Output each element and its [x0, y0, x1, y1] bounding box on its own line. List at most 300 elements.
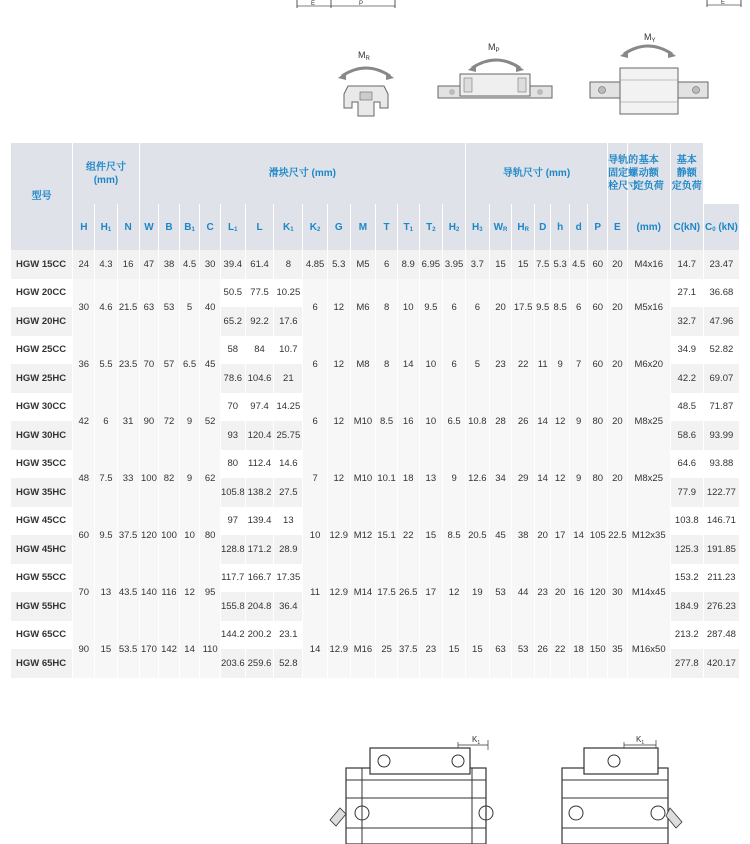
table-cell: 110: [200, 621, 221, 678]
table-cell: 20: [608, 279, 628, 336]
table-cell: 48: [73, 450, 95, 507]
table-cell: M8: [350, 336, 376, 393]
table-cell: 25: [376, 621, 398, 678]
table-cell: 97: [220, 507, 245, 536]
table-cell: 53.5: [117, 621, 139, 678]
table-cell: 9.5: [95, 507, 117, 564]
table-cell: 93.99: [703, 421, 739, 450]
table-cell: 8.5: [551, 279, 570, 336]
top-right-dimension-fragment: [705, 0, 745, 10]
table-cell: 20: [608, 250, 628, 279]
table-cell: M5: [350, 250, 376, 279]
table-cell: 12.9: [327, 564, 350, 621]
column-header: $H_3$: [466, 204, 490, 250]
table-cell: 3.95: [443, 250, 466, 279]
table-cell: 60: [588, 279, 608, 336]
table-cell: M8x25: [627, 450, 670, 507]
column-header: (mm): [627, 204, 670, 250]
column-header: G: [327, 204, 350, 250]
table-cell: HGW 65HC: [11, 649, 73, 678]
table-cell: 70: [220, 393, 245, 422]
column-header: $T_2$: [419, 204, 443, 250]
table-cell: 18: [569, 621, 588, 678]
table-row: [11, 336, 740, 365]
table-cell: 116: [159, 564, 180, 621]
table-cell: 10.25: [274, 279, 303, 308]
table-cell: 117.7: [220, 564, 245, 593]
table-cell: 32.7: [670, 307, 703, 336]
table-cell: 15: [419, 507, 443, 564]
table-cell: 28: [489, 393, 512, 450]
table-cell: 16: [569, 564, 588, 621]
table-cell: 120.4: [245, 421, 274, 450]
table-cell: 12.6: [466, 450, 490, 507]
table-cell: 23.1: [274, 621, 303, 650]
table-cell: 15: [512, 250, 535, 279]
table-cell: HGW 55HC: [11, 592, 73, 621]
table-cell: HGW 15CC: [11, 250, 73, 279]
table-cell: 23.5: [117, 336, 139, 393]
table-cell: M6x20: [627, 336, 670, 393]
table-cell: 95: [200, 564, 221, 621]
column-header: $H_R$: [512, 204, 535, 250]
table-cell: M8x25: [627, 393, 670, 450]
table-cell: 14: [397, 336, 419, 393]
table-cell: 23: [534, 564, 550, 621]
table-cell: M16x50: [627, 621, 670, 678]
table-cell: 155.8: [220, 592, 245, 621]
table-cell: 90: [73, 621, 95, 678]
table-cell: 16: [117, 250, 139, 279]
table-cell: 38: [512, 507, 535, 564]
table-cell: 276.23: [703, 592, 739, 621]
table-cell: 100: [159, 507, 180, 564]
table-cell: 12: [443, 564, 466, 621]
table-cell: 37.5: [117, 507, 139, 564]
assembly-dimension-header: 组件尺寸 (mm): [73, 143, 139, 204]
table-cell: 4.6: [95, 279, 117, 336]
table-cell: M5x16: [627, 279, 670, 336]
table-cell: 6.95: [419, 250, 443, 279]
table-cell: 4.5: [179, 250, 200, 279]
table-cell: 6: [466, 279, 490, 336]
table-cell: 57: [159, 336, 180, 393]
table-cell: 25.75: [274, 421, 303, 450]
table-cell: 12: [327, 450, 350, 507]
table-cell: HGW 45HC: [11, 535, 73, 564]
table-cell: 17.5: [376, 564, 398, 621]
table-cell: 213.2: [670, 621, 703, 650]
table-cell: 93.88: [703, 450, 739, 479]
table-cell: 14.7: [670, 250, 703, 279]
table-cell: M6: [350, 279, 376, 336]
table-cell: 9.5: [419, 279, 443, 336]
column-header: L: [245, 204, 274, 250]
table-cell: 287.48: [703, 621, 739, 650]
table-cell: 4.5: [569, 250, 588, 279]
model-header: 型号: [11, 143, 73, 250]
table-cell: 103.8: [670, 507, 703, 536]
table-cell: 23: [419, 621, 443, 678]
table-cell: 26: [534, 621, 550, 678]
table-cell: 10: [419, 393, 443, 450]
table-cell: 77.5: [245, 279, 274, 308]
table-cell: 204.8: [245, 592, 274, 621]
table-cell: 63: [139, 279, 159, 336]
table-cell: 45: [489, 507, 512, 564]
table-cell: 42.2: [670, 364, 703, 393]
table-cell: 8.9: [397, 250, 419, 279]
column-header: W: [139, 204, 159, 250]
table-cell: HGW 35HC: [11, 478, 73, 507]
table-cell: 70: [73, 564, 95, 621]
moment-roll-label: $M_R$: [358, 50, 370, 62]
table-cell: HGW 30HC: [11, 421, 73, 450]
e-dimension-label: E: [311, 1, 316, 7]
dynamic-load-header: 基本 动额 定负荷: [627, 143, 670, 204]
table-cell: 24: [73, 250, 95, 279]
table-cell: 39.4: [220, 250, 245, 279]
table-cell: 171.2: [245, 535, 274, 564]
table-cell: 53: [512, 621, 535, 678]
column-header: H: [73, 204, 95, 250]
table-cell: 8: [376, 279, 398, 336]
table-cell: 20: [608, 336, 628, 393]
table-cell: 138.2: [245, 478, 274, 507]
table-cell: 23: [489, 336, 512, 393]
block-side-drawing: [540, 728, 710, 844]
table-cell: 33: [117, 450, 139, 507]
table-cell: HGW 65CC: [11, 621, 73, 650]
table-cell: 7: [569, 336, 588, 393]
table-cell: 60: [588, 250, 608, 279]
table-cell: 144.2: [220, 621, 245, 650]
table-cell: 6: [303, 336, 328, 393]
table-row: [11, 450, 740, 479]
table-cell: 80: [588, 450, 608, 507]
table-cell: 122.77: [703, 478, 739, 507]
column-header: $K_1$: [274, 204, 303, 250]
column-header: $K_2$: [303, 204, 328, 250]
table-cell: 14: [179, 621, 200, 678]
table-cell: 36.68: [703, 279, 739, 308]
header-row-groups: [11, 143, 740, 204]
moment-yaw-label: $M_Y$: [644, 32, 656, 44]
table-cell: 12: [179, 564, 200, 621]
static-load-header: 基本 静额 定负荷: [670, 143, 703, 204]
table-cell: 47: [139, 250, 159, 279]
table-cell: 10: [397, 279, 419, 336]
column-header: $H_1$: [95, 204, 117, 250]
block-dimension-header: 滑块尺寸 (mm): [139, 143, 465, 204]
k1-label-right: $K_1$: [636, 735, 645, 746]
table-cell: 17: [551, 507, 570, 564]
table-cell: 29: [512, 450, 535, 507]
table-cell: 8: [376, 336, 398, 393]
table-cell: 22: [397, 507, 419, 564]
table-cell: 203.6: [220, 649, 245, 678]
table-cell: 26: [512, 393, 535, 450]
table-cell: 63: [489, 621, 512, 678]
table-cell: 13: [95, 564, 117, 621]
table-cell: 62: [200, 450, 221, 507]
table-cell: HGW 55CC: [11, 564, 73, 593]
column-header: E: [608, 204, 628, 250]
table-cell: 17: [419, 564, 443, 621]
table-cell: 20: [534, 507, 550, 564]
table-cell: 84: [245, 336, 274, 365]
table-cell: 17.6: [274, 307, 303, 336]
table-cell: 31: [117, 393, 139, 450]
table-cell: 150: [588, 621, 608, 678]
column-header: B: [159, 204, 180, 250]
table-cell: 93: [220, 421, 245, 450]
table-cell: 6: [303, 279, 328, 336]
table-cell: HGW 25HC: [11, 364, 73, 393]
table-cell: 58.6: [670, 421, 703, 450]
table-cell: 6: [303, 393, 328, 450]
table-cell: 6: [95, 393, 117, 450]
table-cell: 13: [419, 450, 443, 507]
table-cell: 420.17: [703, 649, 739, 678]
table-cell: 14: [534, 393, 550, 450]
table-cell: 7.5: [534, 250, 550, 279]
table-cell: 128.8: [220, 535, 245, 564]
table-cell: HGW 35CC: [11, 450, 73, 479]
column-header: P: [588, 204, 608, 250]
table-cell: 105: [588, 507, 608, 564]
table-cell: 47.96: [703, 307, 739, 336]
column-header: $T_1$: [397, 204, 419, 250]
table-cell: 6: [376, 250, 398, 279]
moment-pitch-diagram: [436, 38, 556, 108]
table-cell: 22: [551, 621, 570, 678]
table-cell: 9: [551, 336, 570, 393]
table-cell: 30: [200, 250, 221, 279]
table-cell: 153.2: [670, 564, 703, 593]
table-cell: 142: [159, 621, 180, 678]
top-dimension-fragment: [295, 0, 405, 10]
table-cell: 105.8: [220, 478, 245, 507]
moment-roll-diagram: [332, 42, 402, 122]
table-cell: 5.5: [95, 336, 117, 393]
table-cell: 53: [159, 279, 180, 336]
table-cell: 92.2: [245, 307, 274, 336]
column-header: C: [200, 204, 221, 250]
table-cell: 37.5: [397, 621, 419, 678]
column-header: $H_2$: [443, 204, 466, 250]
table-cell: 80: [200, 507, 221, 564]
table-cell: 184.9: [670, 592, 703, 621]
table-cell: 8.5: [443, 507, 466, 564]
table-cell: 5: [179, 279, 200, 336]
table-cell: M10: [350, 393, 376, 450]
table-cell: 12: [551, 450, 570, 507]
table-row: [11, 507, 740, 536]
table-cell: 21.5: [117, 279, 139, 336]
table-cell: M12x35: [627, 507, 670, 564]
column-header: $B_1$: [179, 204, 200, 250]
table-cell: 17.5: [512, 279, 535, 336]
table-cell: 277.8: [670, 649, 703, 678]
table-cell: 42: [73, 393, 95, 450]
table-cell: 6: [443, 279, 466, 336]
table-cell: 4.3: [95, 250, 117, 279]
table-cell: 80: [588, 393, 608, 450]
table-cell: 36: [73, 336, 95, 393]
table-cell: 104.6: [245, 364, 274, 393]
table-cell: 12: [551, 393, 570, 450]
table-cell: 22: [512, 336, 535, 393]
table-cell: 70: [139, 336, 159, 393]
table-cell: 10.1: [376, 450, 398, 507]
table-cell: M10: [350, 450, 376, 507]
table-cell: 12: [327, 393, 350, 450]
moment-yaw-diagram: [588, 28, 710, 124]
right-e-dimension-label: E: [721, 0, 726, 6]
block-front-drawing: [322, 728, 512, 844]
column-header: C(kN): [670, 204, 703, 250]
table-cell: 17.35: [274, 564, 303, 593]
table-cell: 48.5: [670, 393, 703, 422]
table-cell: 78.6: [220, 364, 245, 393]
table-row: [11, 393, 740, 422]
table-cell: 21: [274, 364, 303, 393]
column-header: T: [376, 204, 398, 250]
p-dimension-label: P: [359, 1, 364, 7]
table-cell: 14: [569, 507, 588, 564]
table-cell: 15: [95, 621, 117, 678]
table-cell: 10: [179, 507, 200, 564]
k1-label-left: $K_1$: [472, 735, 481, 746]
table-cell: 11: [534, 336, 550, 393]
table-cell: 28.9: [274, 535, 303, 564]
table-cell: 10.7: [274, 336, 303, 365]
column-header: $W_R$: [489, 204, 512, 250]
column-header: h: [551, 204, 570, 250]
table-cell: 12.9: [327, 507, 350, 564]
table-cell: 15: [489, 250, 512, 279]
table-cell: 6: [443, 336, 466, 393]
table-cell: 10.8: [466, 393, 490, 450]
column-header: D: [534, 204, 550, 250]
table-cell: 20.5: [466, 507, 490, 564]
rail-dimension-header: 导轨尺寸 (mm): [466, 143, 608, 204]
table-cell: 10: [303, 507, 328, 564]
table-cell: 60: [73, 507, 95, 564]
table-cell: 146.71: [703, 507, 739, 536]
table-cell: 100: [139, 450, 159, 507]
table-cell: 19: [466, 564, 490, 621]
rail-bolt-header: 导轨的 固定螺 栓尺寸: [608, 143, 628, 204]
table-cell: 9.5: [534, 279, 550, 336]
table-cell: 20: [489, 279, 512, 336]
table-cell: 52.82: [703, 336, 739, 365]
table-cell: 120: [139, 507, 159, 564]
table-cell: HGW 45CC: [11, 507, 73, 536]
table-cell: 140: [139, 564, 159, 621]
table-cell: 5: [466, 336, 490, 393]
table-cell: 9: [443, 450, 466, 507]
table-cell: 120: [588, 564, 608, 621]
table-cell: 12: [327, 279, 350, 336]
table-cell: 211.23: [703, 564, 739, 593]
table-cell: 27.1: [670, 279, 703, 308]
table-cell: 97.4: [245, 393, 274, 422]
table-cell: 58: [220, 336, 245, 365]
table-cell: M14x45: [627, 564, 670, 621]
table-cell: 170: [139, 621, 159, 678]
table-cell: 112.4: [245, 450, 274, 479]
table-cell: HGW 30CC: [11, 393, 73, 422]
table-row: [11, 621, 740, 650]
table-cell: 14: [534, 450, 550, 507]
table-cell: 11: [303, 564, 328, 621]
table-cell: 9: [569, 450, 588, 507]
table-cell: 3.7: [466, 250, 490, 279]
table-cell: 22.5: [608, 507, 628, 564]
table-cell: 35: [608, 621, 628, 678]
table-cell: M16: [350, 621, 376, 678]
header-row-columns: [11, 204, 740, 250]
table-cell: 43.5: [117, 564, 139, 621]
table-cell: 77.9: [670, 478, 703, 507]
table-cell: 14: [303, 621, 328, 678]
column-header: N: [117, 204, 139, 250]
table-cell: 30: [73, 279, 95, 336]
table-cell: 125.3: [670, 535, 703, 564]
table-cell: 26.5: [397, 564, 419, 621]
table-cell: 71.87: [703, 393, 739, 422]
table-row: [11, 250, 740, 279]
column-header: $C_0$ (kN): [703, 204, 739, 250]
table-cell: 10: [419, 336, 443, 393]
table-cell: 50.5: [220, 279, 245, 308]
table-cell: 52: [200, 393, 221, 450]
table-cell: M14: [350, 564, 376, 621]
table-cell: 61.4: [245, 250, 274, 279]
table-cell: 40: [200, 279, 221, 336]
table-cell: 14.25: [274, 393, 303, 422]
table-cell: 20: [608, 393, 628, 450]
table-row: [11, 564, 740, 593]
moment-pitch-label: $M_P$: [488, 42, 500, 54]
table-cell: 82: [159, 450, 180, 507]
table-cell: 5.3: [327, 250, 350, 279]
table-cell: M12: [350, 507, 376, 564]
table-cell: 12.9: [327, 621, 350, 678]
table-cell: 20: [608, 450, 628, 507]
table-cell: 6.5: [179, 336, 200, 393]
table-cell: 53: [489, 564, 512, 621]
table-cell: 9: [569, 393, 588, 450]
table-cell: 65.2: [220, 307, 245, 336]
table-cell: 52.8: [274, 649, 303, 678]
table-cell: 45: [200, 336, 221, 393]
table-cell: 166.7: [245, 564, 274, 593]
table-row: [11, 279, 740, 308]
table-cell: 30: [608, 564, 628, 621]
table-cell: HGW 25CC: [11, 336, 73, 365]
table-cell: HGW 20CC: [11, 279, 73, 308]
table-cell: 69.07: [703, 364, 739, 393]
table-cell: 139.4: [245, 507, 274, 536]
table-cell: 14.6: [274, 450, 303, 479]
table-cell: 72: [159, 393, 180, 450]
table-cell: 36.4: [274, 592, 303, 621]
table-cell: 5.3: [551, 250, 570, 279]
table-cell: 15.1: [376, 507, 398, 564]
